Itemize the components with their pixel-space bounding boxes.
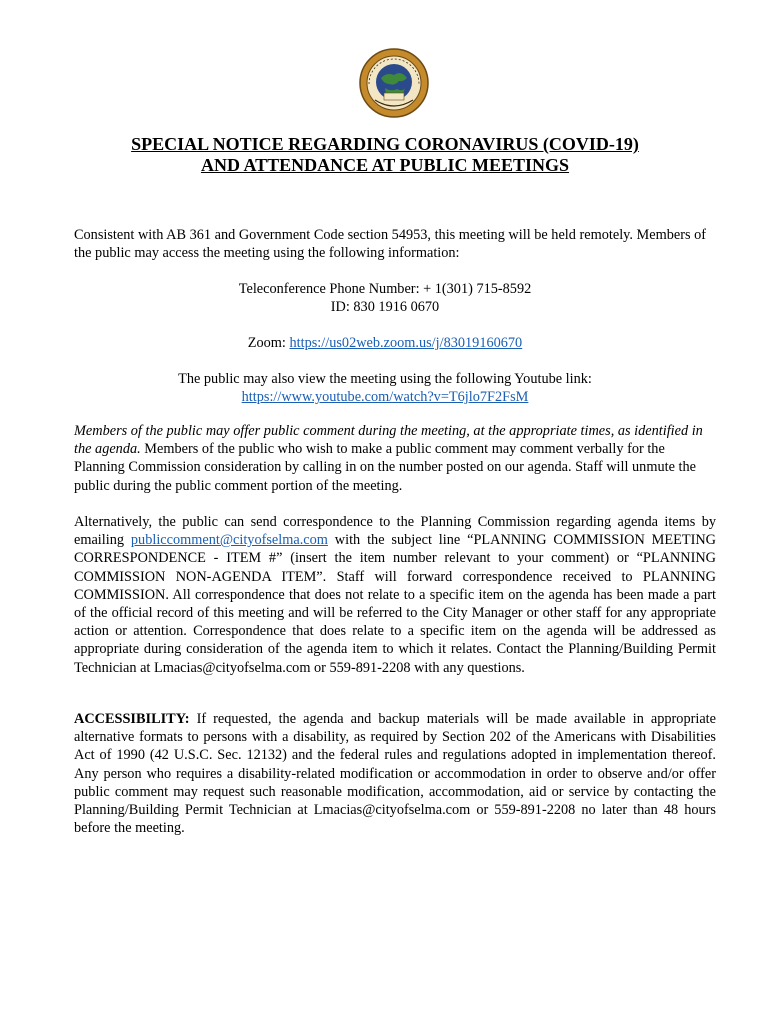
public-comment-email-link[interactable]: publiccomment@cityofselma.com [130, 532, 328, 549]
accessibility-paragraph [74, 710, 716, 837]
teleconference-id: ID: 830 1916 0670 [330, 299, 440, 316]
zoom-link[interactable]: https://us02web.zoom.us/j/83019160670 [289, 335, 523, 351]
teleconference-phone: Teleconference Phone Number: + 1(301) 715-8592 [238, 281, 532, 297]
correspondence-intro: Alternatively, the public can send correspondence to the Planning Commission regarding agenda items by emailing [74, 514, 716, 549]
youtube-link[interactable]: https://www.youtube.com/watch?v=T6jlo7F2FsM [241, 389, 529, 406]
correspondence-body: with the subject line “PLANNING COMMISSION MEETING CORRESPONDENCE - ITEM #” (insert the item number relevant to your comment) or “PLANNING COMMISSION NON-AGENDA ITEM”. Staff will forward correspondence received to PLANNING COMMISSION. All correspondence that does not relate to a specific item on the agenda has been made a part of the official record of this meeting and will be referred to the City Manager or other staff for any appropriate action or attention. Correspondence that does relate to a specific item on the agenda will be addressed as appropriate during consideration of the agenda item to which it relates. Contact the Planning/Building Permit Technician at Lmacias@cityofselma.com or 559-891-2208 with any questions. [74, 532, 716, 676]
public-comment-paragraph [74, 422, 716, 495]
intro-paragraph: Consistent with AB 361 and Government Code section 54953, this meeting will be held remotely. Members of the public may access the meeting using the following information: [74, 227, 707, 262]
city-seal-logo [359, 48, 429, 118]
public-comment-italic: Members of the public may offer public comment during the meeting, at the appropriate times, as identified in the agenda. [74, 423, 703, 458]
accessibility-label: ACCESSIBILITY: [74, 711, 190, 727]
accessibility-text: If requested, the agenda and backup materials will be made available in appropriate alternative formats to persons with a disability, as required by Section 202 of the Americans with Disabilities Act of 1990 (42 U.S.C. Sec. 12132) and the federal rules and regulations adopted in implementation thereof. Any person who requires a disability-related modification or accommodation in order to observe and/or offer public comment may request such reasonable modification, accommodation, aid or service by contacting the Planning/Building Permit Technician at Lmacias@cityofselma.com or 559-891-2208 no later than 48 hours before the meeting. [74, 711, 716, 837]
correspondence-paragraph [74, 513, 716, 677]
seal-lettering-top [359, 118, 360, 119]
title-line-1: SPECIAL NOTICE REGARDING CORONAVIRUS (COVID-19) [131, 134, 639, 154]
seal-lettering-bottom [359, 118, 360, 119]
zoom-line [0, 334, 770, 352]
seal-graphic [359, 48, 429, 118]
youtube-text: The public may also view the meeting using the following Youtube link: [178, 371, 592, 387]
teleconference-block [0, 280, 770, 316]
title-line-2: AND ATTENDANCE AT PUBLIC MEETINGS [200, 155, 570, 175]
youtube-block [0, 370, 770, 406]
public-comment-text: Members of the public who wish to make a public comment may comment verbally for the Planning Commission consideration by calling in on the number posted on our agenda. Staff will unmute the public during the public comment portion of the meeting. [74, 441, 696, 494]
zoom-label: Zoom: [247, 335, 290, 351]
page-title [0, 134, 770, 176]
